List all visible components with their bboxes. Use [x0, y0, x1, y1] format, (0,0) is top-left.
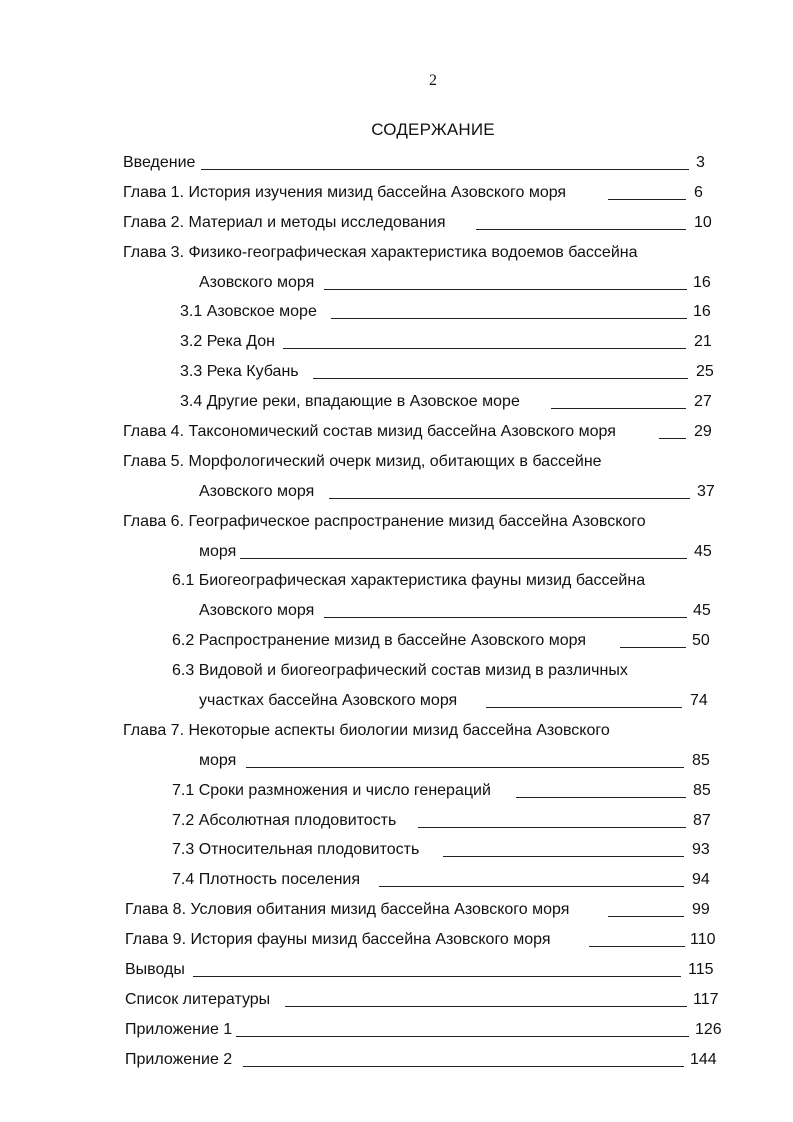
toc-entry-page: 110: [690, 931, 716, 949]
toc-leader: [193, 976, 681, 977]
toc-entry-page: 16: [693, 303, 711, 321]
toc-entry: [0, 806, 793, 836]
toc-entry-page: 144: [690, 1050, 717, 1068]
toc-entry-text: 3.3 Река Кубань: [180, 363, 299, 381]
toc-entry-text: моря: [199, 751, 237, 769]
toc-leader: [236, 1036, 689, 1037]
toc-entry: [0, 357, 793, 387]
toc-leader: [516, 797, 686, 798]
toc-entry: [0, 716, 793, 746]
toc-leader: [201, 169, 689, 170]
toc-entry-page: 94: [692, 871, 710, 889]
toc-leader: [285, 1006, 687, 1007]
toc-leader: [608, 199, 686, 200]
toc-entry-text: Глава 3. Физико-географическая характеристика водоемов бассейна: [123, 243, 638, 261]
toc-entry: [0, 686, 793, 716]
toc-entry: [0, 387, 793, 417]
toc-entry-text: Глава 2. Материал и методы исследования: [123, 213, 446, 231]
toc-entry: [0, 835, 793, 865]
toc-entry: [0, 955, 793, 985]
toc-entry-text: Глава 6. Географическое распространение мизид бассейна Азовского: [123, 512, 646, 530]
toc-entry: [0, 178, 793, 208]
toc-entry-page: 117: [693, 990, 719, 1008]
toc-entry: [0, 507, 793, 537]
toc-entry-page: 27: [694, 393, 712, 411]
toc-entry: [0, 566, 793, 596]
toc-entry-text: 6.2 Распространение мизид в бассейне Азовского моря: [172, 632, 587, 650]
toc-entry: [0, 148, 793, 178]
toc-entry-text: Глава 7. Некоторые аспекты биологии мизид бассейна Азовского: [123, 721, 610, 739]
toc-leader: [246, 767, 684, 768]
toc-entry-page: 10: [694, 213, 712, 231]
toc-entry-page: 6: [694, 183, 703, 201]
toc-entry: [0, 596, 793, 626]
toc-entry-text: 6.1 Биогеографическая характеристика фауны мизид бассейна: [172, 572, 646, 590]
toc-entry: [0, 656, 793, 686]
toc-entry-page: 85: [692, 751, 710, 769]
toc-entry-text: 7.3 Относительная плодовитость: [172, 841, 420, 859]
toc-leader: [443, 856, 684, 857]
toc-entry-text: Глава 1. История изучения мизид бассейна Азовского моря: [123, 183, 567, 201]
toc-entry-text: моря: [199, 542, 237, 560]
toc-title: СОДЕРЖАНИЕ: [371, 120, 495, 139]
toc-entry-page: 37: [697, 482, 715, 500]
toc-entry-text: 7.2 Абсолютная плодовитость: [172, 811, 397, 829]
toc-entry-text: Азовского моря: [199, 602, 315, 620]
toc-entry: [0, 477, 793, 507]
toc-entry-text: 3.1 Азовское море: [180, 303, 317, 321]
toc-entry-page: 93: [692, 841, 710, 859]
toc-leader: [418, 827, 686, 828]
toc-entry-page: 29: [694, 423, 712, 441]
toc-entry: [0, 626, 793, 656]
toc-leader: [240, 558, 687, 559]
toc-entry: [0, 865, 793, 895]
toc-entry-page: 85: [693, 781, 711, 799]
toc-entry: [0, 417, 793, 447]
toc-entry-page: 126: [695, 1020, 722, 1038]
toc-entry-text: Выводы: [125, 961, 185, 979]
toc-entry-text: 7.4 Плотность поселения: [172, 871, 361, 889]
toc-entry: [0, 985, 793, 1015]
toc-entry-text: Приложение 1: [125, 1020, 233, 1038]
toc-leader: [313, 378, 688, 379]
toc-entry-text: 3.4 Другие реки, впадающие в Азовское море: [180, 393, 520, 411]
toc-leader: [324, 617, 687, 618]
table-of-contents: [0, 148, 793, 1075]
toc-entry-text: Приложение 2: [125, 1050, 233, 1068]
toc-entry-text: Глава 8. Условия обитания мизид бассейна Азовского моря: [125, 901, 570, 919]
toc-leader: [659, 438, 686, 439]
toc-entry-text: Азовского моря: [199, 273, 315, 291]
toc-entry: [0, 925, 793, 955]
toc-leader: [551, 408, 686, 409]
toc-entry: [0, 746, 793, 776]
toc-leader: [331, 318, 687, 319]
toc-entry: [0, 1015, 793, 1045]
toc-entry-text: 6.3 Видовой и биогеографический состав мизид в различных: [172, 662, 628, 680]
toc-entry-page: 50: [692, 632, 710, 650]
toc-entry-text: Азовского моря: [199, 482, 315, 500]
toc-leader: [476, 229, 686, 230]
toc-entry-text: Список литературы: [125, 990, 271, 1008]
toc-entry-page: 16: [693, 273, 711, 291]
toc-entry-text: 3.2 Река Дон: [180, 333, 275, 351]
toc-entry-page: 115: [688, 961, 714, 979]
toc-entry: [0, 1045, 793, 1075]
toc-leader: [329, 498, 690, 499]
toc-leader: [283, 348, 686, 349]
toc-entry: [0, 238, 793, 268]
toc-entry-text: Глава 4. Таксономический состав мизид бассейна Азовского моря: [123, 423, 616, 441]
toc-leader: [608, 916, 684, 917]
toc-entry: [0, 297, 793, 327]
toc-entry: [0, 895, 793, 925]
toc-entry: [0, 327, 793, 357]
toc-entry-page: 87: [693, 811, 711, 829]
toc-entry: [0, 447, 793, 477]
toc-entry: [0, 268, 793, 298]
page-number: 2: [429, 72, 437, 89]
toc-leader: [243, 1066, 684, 1067]
toc-entry: [0, 537, 793, 567]
toc-leader: [379, 886, 684, 887]
toc-leader: [486, 707, 682, 708]
toc-entry-text: 7.1 Сроки размножения и число генераций: [172, 781, 491, 799]
toc-entry-text: Введение: [123, 154, 196, 171]
toc-entry-page: 3: [696, 154, 705, 171]
toc-entry: [0, 208, 793, 238]
toc-entry-text: участках бассейна Азовского моря: [199, 692, 458, 710]
toc-leader: [324, 289, 687, 290]
toc-entry-page: 99: [692, 901, 710, 919]
toc-entry-page: 45: [694, 542, 712, 560]
toc-entry-page: 45: [693, 602, 711, 620]
toc-entry-text: Глава 5. Морфологический очерк мизид, обитающих в бассейне: [123, 452, 602, 470]
toc-entry-page: 25: [696, 363, 714, 381]
toc-entry-page: 74: [690, 692, 708, 710]
toc-leader: [620, 647, 686, 648]
toc-entry-page: 21: [694, 333, 712, 351]
toc-entry: [0, 776, 793, 806]
toc-entry-text: Глава 9. История фауны мизид бассейна Азовского моря: [125, 931, 551, 949]
toc-leader: [589, 946, 685, 947]
